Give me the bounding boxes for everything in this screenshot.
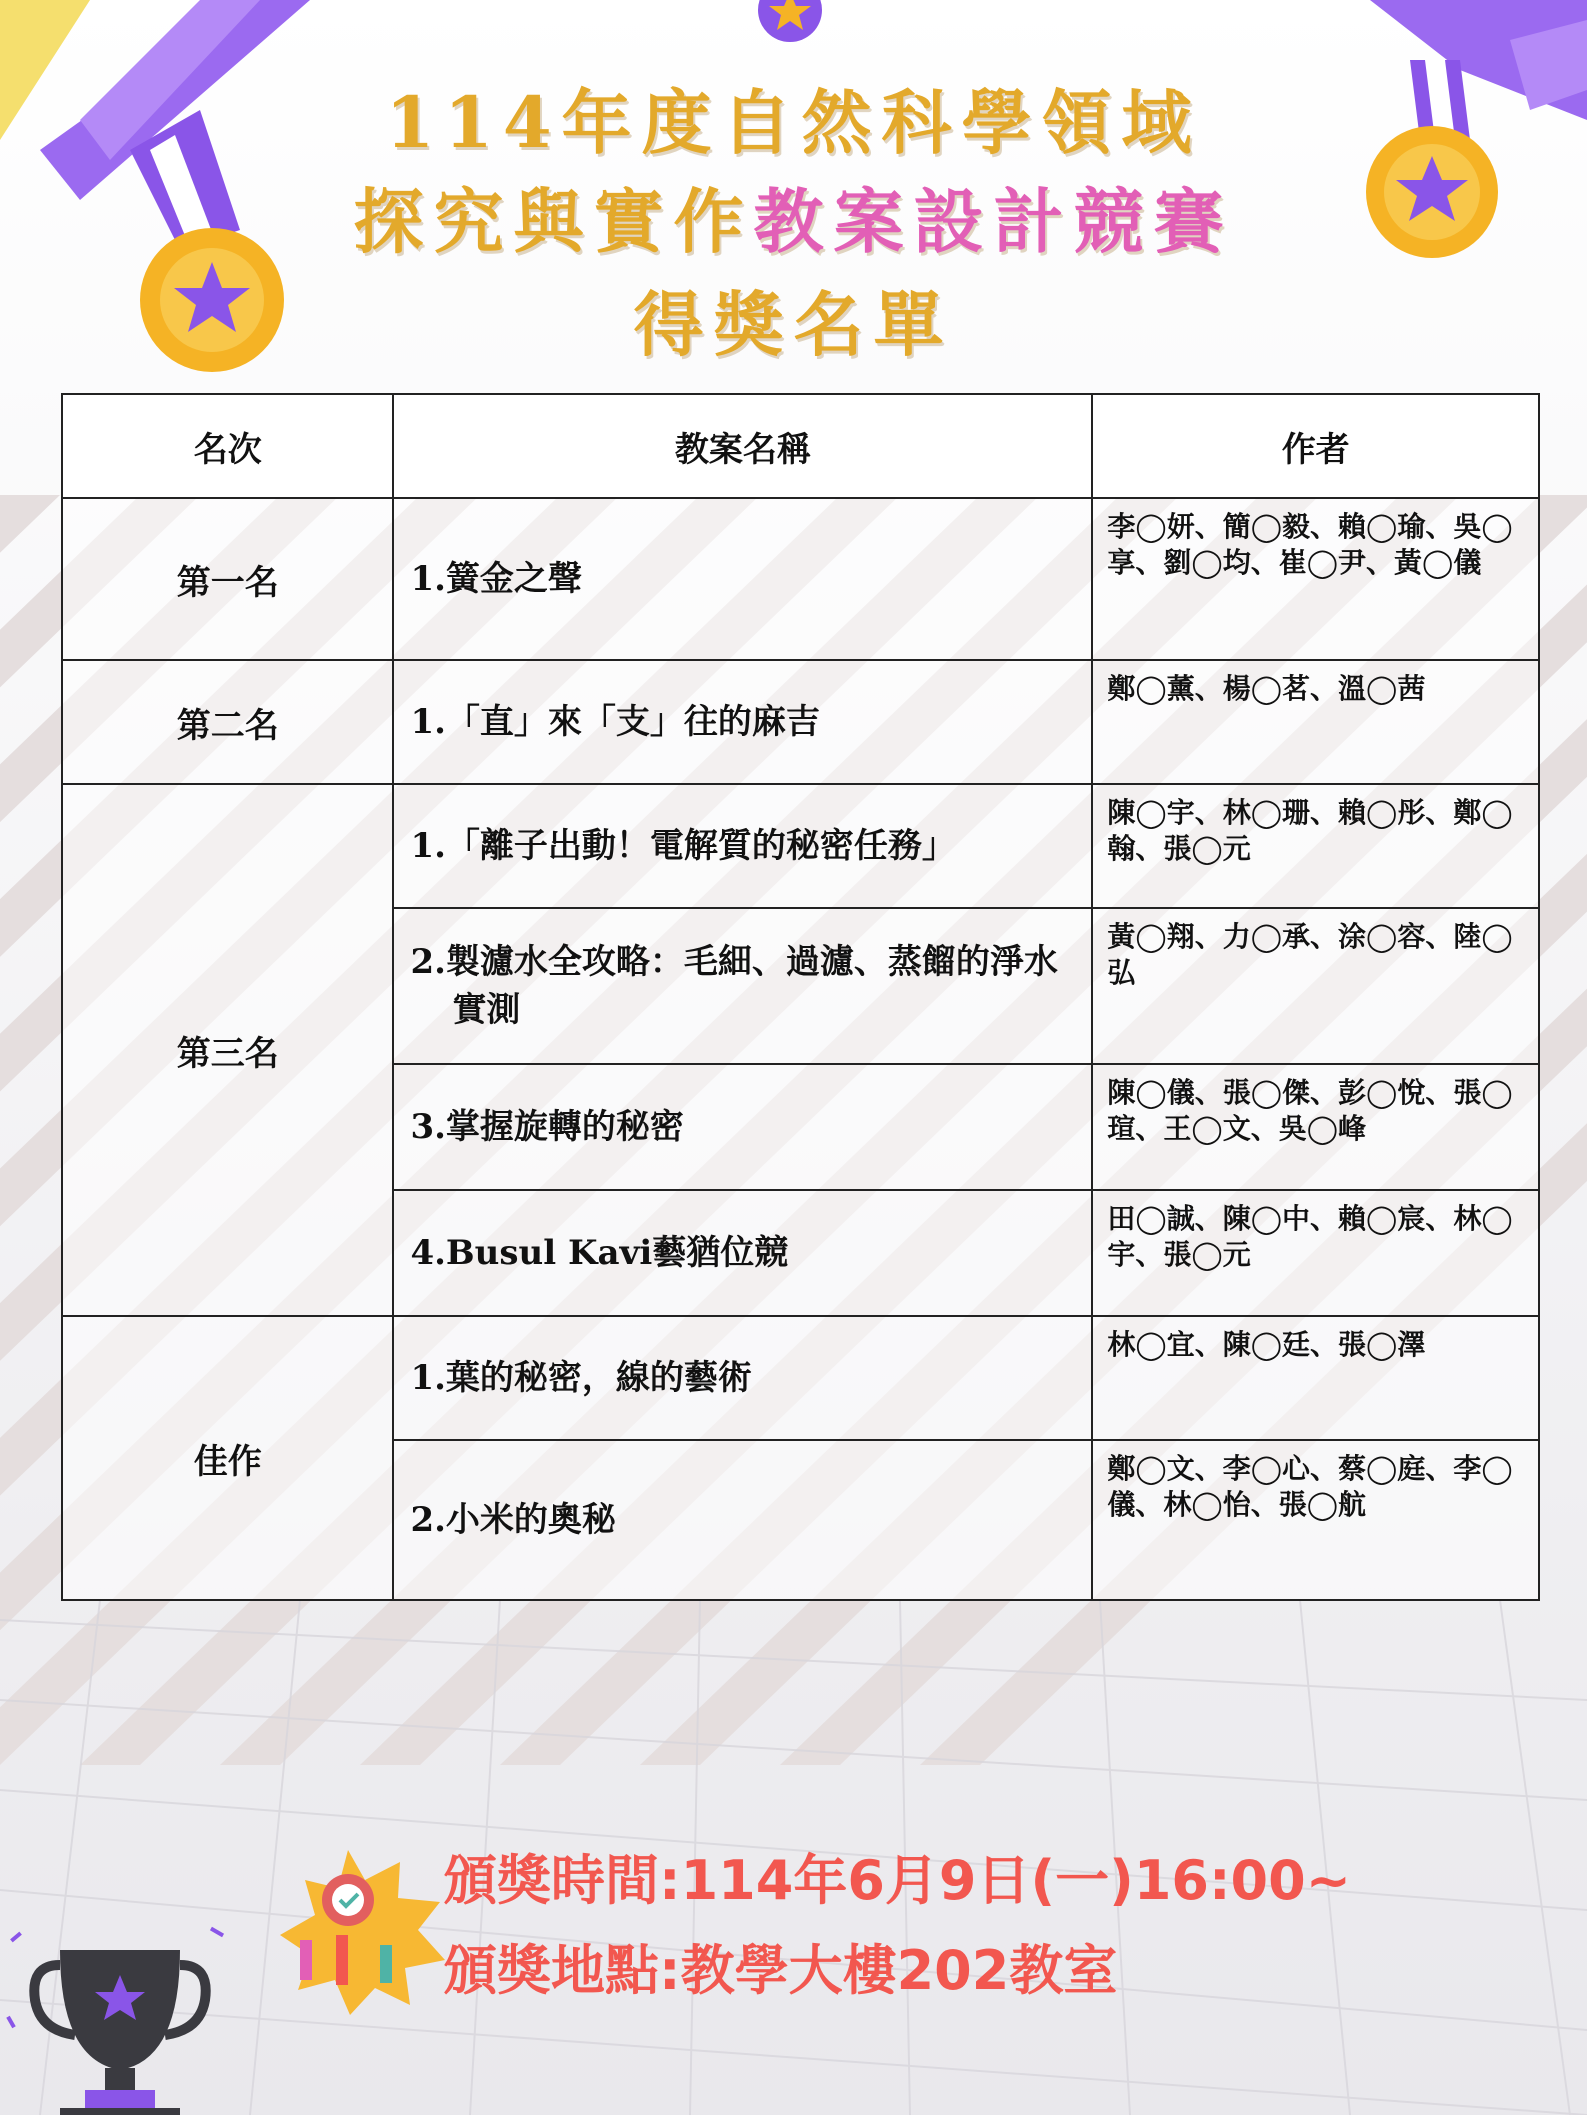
plan-cell — [393, 498, 1092, 660]
authors-cell: 李◯妍、簡◯毅、賴◯瑜、吳◯享、劉◯均、崔◯尹、黃◯儀 — [1092, 498, 1539, 660]
plan-title: 3.掌握旋轉的秘密 — [410, 1106, 684, 1147]
plan-cell — [393, 908, 1092, 1064]
header-plan: 教案名稱 — [393, 394, 1092, 498]
award-table — [61, 393, 1540, 1601]
authors-cell: 黃◯翔、力◯承、涂◯容、陸◯弘 — [1092, 908, 1539, 1064]
rank-cell: 第一名 — [62, 498, 393, 660]
rank-cell: 第三名 — [62, 784, 393, 1316]
authors-cell: 陳◯宇、林◯珊、賴◯彤、鄭◯翰、張◯元 — [1092, 784, 1539, 908]
plan-cell — [393, 1440, 1092, 1600]
plan-title: 1.「離子出動！電解質的秘密任務」 — [410, 825, 956, 866]
title-line-2-accent: 教案設計競賽 — [753, 180, 1234, 263]
rank-cell: 佳作 — [62, 1316, 393, 1600]
title-line-1: 114年度自然科學領域 — [385, 81, 1202, 164]
plan-cell — [393, 1064, 1092, 1190]
table-header-row — [62, 394, 1539, 498]
plan-title: 1.「直」來「支」往的麻吉 — [410, 701, 820, 742]
plan-title: 1.葉的秘密，線的藝術 — [410, 1357, 752, 1398]
authors-cell: 鄭◯薰、楊◯茗、溫◯茜 — [1092, 660, 1539, 784]
title-line-3: 得獎名單 — [633, 283, 954, 366]
authors-cell: 鄭◯文、李◯心、蔡◯庭、李◯儀、林◯怡、張◯航 — [1092, 1440, 1539, 1600]
ceremony-time: 頒獎時間:114年6月9日(一)16:00~ — [443, 1849, 1351, 1912]
title-line-2-part-1: 探究與實作 — [353, 180, 754, 263]
authors-cell: 田◯誠、陳◯中、賴◯宸、林◯宇、張◯元 — [1092, 1190, 1539, 1316]
plan-cell — [393, 660, 1092, 784]
title-line-2 — [0, 180, 1587, 263]
plan-title: 2.小米的奧秘 — [410, 1499, 616, 1540]
header-rank: 名次 — [62, 394, 393, 498]
plan-title: 2.製濾水全攻略：毛細、過濾、蒸餾的淨水實測 — [410, 941, 1058, 1030]
table-row — [62, 784, 1539, 908]
plan-cell — [393, 784, 1092, 908]
authors-cell: 陳◯儀、張◯傑、彭◯悅、張◯瑄、王◯文、吳◯峰 — [1092, 1064, 1539, 1190]
plan-title: 4.Busul Kavi藝猶位競 — [410, 1232, 789, 1273]
ceremony-place: 頒獎地點:教學大樓202教室 — [443, 1939, 1118, 2002]
plan-cell — [393, 1190, 1092, 1316]
plan-title: 1.簧金之聲 — [410, 558, 582, 599]
header-authors: 作者 — [1092, 394, 1539, 498]
table-row — [62, 660, 1539, 784]
rank-cell: 第二名 — [62, 660, 393, 784]
table-row — [62, 498, 1539, 660]
table-row — [62, 1316, 1539, 1440]
authors-cell: 林◯宜、陳◯廷、張◯澤 — [1092, 1316, 1539, 1440]
plan-cell — [393, 1316, 1092, 1440]
